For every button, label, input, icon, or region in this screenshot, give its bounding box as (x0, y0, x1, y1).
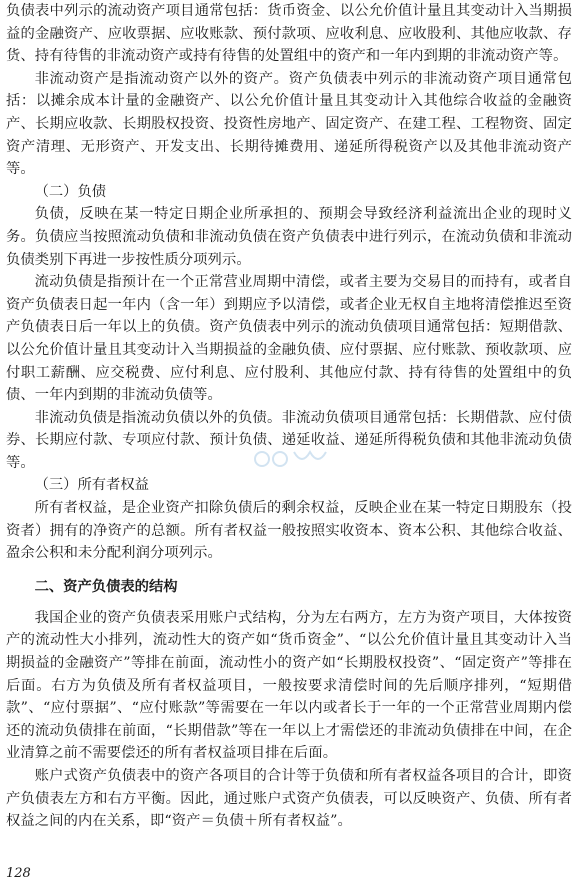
document-page (6, 0, 572, 833)
paragraph-balance: 账户式资产负债表中的资产各项目的合计等于负债和所有者权益各项目的合计，即资产负债表左方和右方平衡。因此，通过账户式资产负债表，可以反映资产、负债、所有者权益之间的内在关系，即“资产＝负债＋所有者权益”。 (6, 768, 572, 830)
paragraph-noncurrent-liabilities: 非流动负债是指流动负债以外的负债。非流动负债项目通常包括：长期借款、应付债券、长期应付款、专项应付款、预计负债、递延收益、递延所得税负债和其他非流动负债等。 (6, 409, 572, 471)
paragraph-noncurrent-assets: 非流动资产是指流动资产以外的资产。资产负债表中列示的非流动资产项目通常包括：以摊余成本计量的金融资产、以公允价值计量且其变动计入其他综合收益的金融资产、长期应收款、长期股权投资、投资性房地产、固定资产、在建工程、工程物资、固定资产清理、无形资产、开发支出、长期待摊费用、递延所得税资产以及其他非流动资产等。 (6, 70, 572, 178)
subheading-owners-equity: （三）所有者权益 (34, 477, 149, 494)
section-title-structure: 二、资产负债表的结构 (34, 578, 178, 595)
subheading-liabilities: （二）负债 (34, 183, 107, 200)
page-number: 128 (6, 866, 31, 881)
paragraph-account-format: 我国企业的资产负债表采用账户式结构，分为左右两方，左方为资产项目，大体按资产的流动性大小排列，流动性大的资产如“货币资金”、“以公允价值计量且其变动计入当期损益的金融资产”等排在前面，流动性小的资产如“长期股权投资”、“固定资产”等排在后面。右方为负债及所有者权益项目，一般按要求清偿时间的先后顺序排列，“短期借款”、“应付票据”、“应付账款”等需要在一年以内或者长于一年的一个正常营业周期内偿还的流动负债排在前面，“长期借款”等在一年以上才需偿还的非流动负债排在中间，在企业清算之前不需要偿还的所有者权益项目排在后面。 (6, 609, 572, 762)
paragraph-current-liabilities: 流动负债是指预计在一个正常营业周期中清偿，或者主要为交易目的而持有，或者自资产负债表日起一年内（含一年）到期应予以清偿，或者企业无权自主地将清偿推迟至资产负债表日后一年以上的负债。资产负债表中列示的流动负债项目通常包括：短期借款、以公允价值计量且其变动计入当期损益的金融负债、应付票据、应付账款、预收款项、应付职工薪酬、应交税费、应付利息、应付股利、其他应付款、持有待售的处置组中的负债、一年内到期的非流动负债等。 (6, 274, 572, 404)
paragraph-current-assets: 负债表中列示的流动资产项目通常包括：货币资金、以公允价值计量且其变动计入当期损益的金融资产、应收票据、应收账款、预付款项、应收利息、应收股利、其他应收款、存货、持有待售的非流动资产或持有待售的处置组中的资产和一年内到期的非流动资产等。 (6, 3, 572, 65)
paragraph-liabilities: 负债，反映在某一特定日期企业所承担的、预期会导致经济利益流出企业的现时义务。负债应当按照流动负债和非流动负债在资产负债表中进行列示，在流动负债和非流动负债类别下再进一步按性质分项列示。 (6, 206, 572, 268)
paragraph-owners-equity: 所有者权益，是企业资产扣除负债后的剩余权益，反映企业在某一特定日期股东（投资者）拥有的净资产的总额。所有者权益一般按照实收资本、资本公积、其他综合收益、盈余公积和未分配利润分项列示。 (6, 500, 572, 562)
